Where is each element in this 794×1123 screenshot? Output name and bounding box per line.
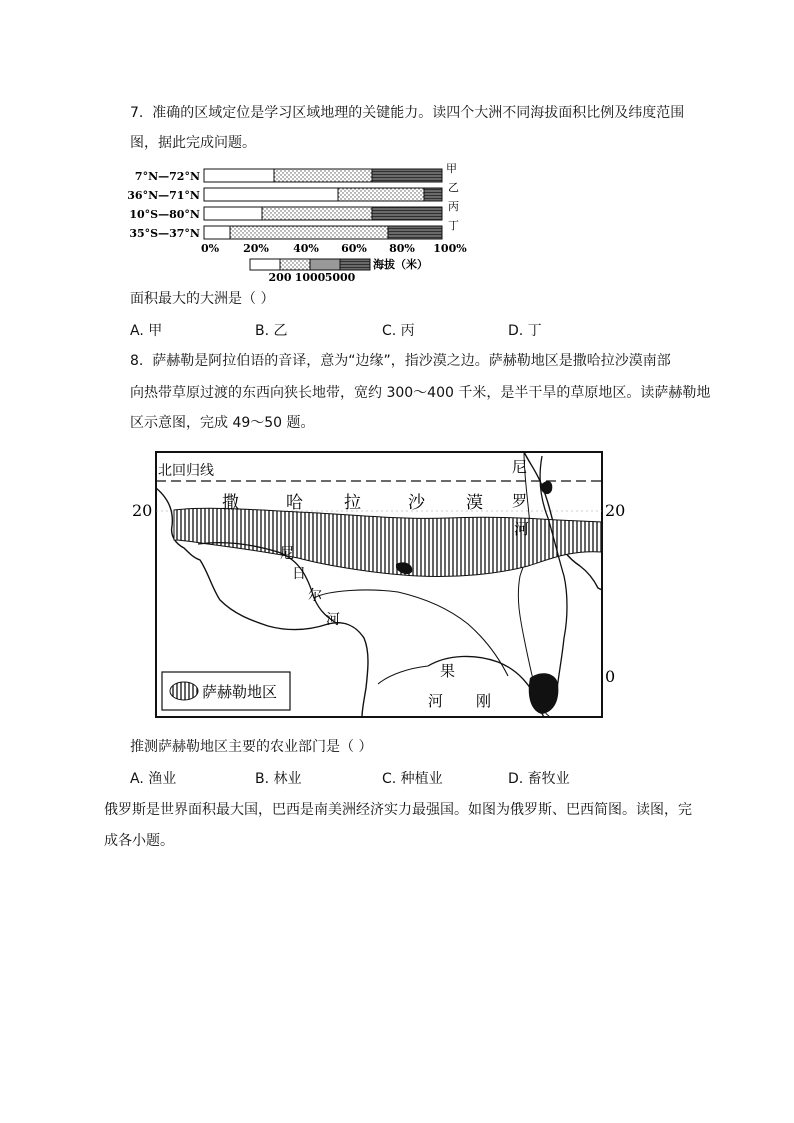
legend-tick-1000: 1000 xyxy=(294,271,326,284)
q7-option-d: D. 丁 xyxy=(508,323,542,339)
tropic-label: 北回归线 xyxy=(158,463,214,479)
congo-char-3: 刚 xyxy=(476,692,492,710)
q8-line-1 xyxy=(130,351,671,371)
sahel-map xyxy=(128,448,632,722)
sahara-char-4: 沙 xyxy=(408,493,425,513)
row-name-bing: 丙 xyxy=(448,200,459,213)
lat-20-right: 20 xyxy=(605,501,626,520)
q9-stem-2: 成各小题。 xyxy=(104,833,174,849)
x-tick-80: 80% xyxy=(389,242,415,255)
sahara-char-5: 漠 xyxy=(466,493,483,513)
q8-option-b: B. 林业 xyxy=(255,771,302,787)
bar-yi xyxy=(204,188,442,201)
niger-char-1: 尼 xyxy=(280,546,294,562)
x-tick-40: 40% xyxy=(293,242,319,255)
q8-number: 8. xyxy=(130,353,144,369)
q8-stem-2: 向热带草原过渡的东西向狭长地带，宽约 300～400 千米，是半干旱的草原地区。读萨赫勒地 xyxy=(130,385,711,401)
q8-stem-1: 萨赫勒是阿拉伯语的音译，意为“边缘”，指沙漠之边。萨赫勒地区是撒哈拉沙漠南部 xyxy=(152,353,671,369)
q8-option-c: C. 种植业 xyxy=(382,771,443,787)
q8-stem-3: 区示意图，完成 49～50 题。 xyxy=(130,415,315,431)
row-label-yi-range: 36°N—71°N xyxy=(127,189,200,202)
q7-stem-1: 准确的区域定位是学习区域地理的关键能力。读四个大洲不同海拔面积比例及纬度范围 xyxy=(152,105,685,121)
q7-option-a: A. 甲 xyxy=(130,323,163,339)
x-tick-0: 0% xyxy=(200,242,220,255)
altitude-chart xyxy=(120,158,480,284)
lat-0-label: 0 xyxy=(605,667,616,686)
sahara-char-3: 拉 xyxy=(344,493,361,513)
congo-char-2: 河 xyxy=(428,692,444,710)
x-tick-100: 100% xyxy=(433,242,467,255)
q8-option-d: D. 畜牧业 xyxy=(508,771,570,787)
legend-label: 萨赫勒地区 xyxy=(202,683,278,701)
altitude-legend xyxy=(250,257,428,284)
nile-char-3: 河 xyxy=(514,520,530,538)
q8-option-a: A. 渔业 xyxy=(130,771,177,787)
row-name-ding: 丁 xyxy=(448,219,459,232)
row-label-bing-range: 10°S—80°N xyxy=(129,208,200,221)
legend-tick-200: 200 xyxy=(268,271,292,284)
niger-char-2: 日 xyxy=(292,566,306,582)
row-name-jia: 甲 xyxy=(446,162,457,175)
sahara-char-2: 哈 xyxy=(286,493,303,513)
nile-char-2: 罗 xyxy=(512,492,528,510)
congo-char-1: 果 xyxy=(440,662,456,680)
q8-question: 推测萨赫勒地区主要的农业部门是（ ） xyxy=(130,739,373,755)
lat-20-left: 20 xyxy=(132,501,153,520)
q9-stem-1: 俄罗斯是世界面积最大国，巴西是南美洲经济实力最强国。如图为俄罗斯、巴西简图。读图，完 xyxy=(104,802,692,818)
niger-char-3: 尔 xyxy=(308,588,322,604)
row-label-ding-range: 35°S—37°N xyxy=(129,227,200,240)
q7-number: 7. xyxy=(130,105,144,121)
q7-stem-2: 图，据此完成问题。 xyxy=(130,135,256,151)
sahel-legend xyxy=(162,672,290,710)
q7-question: 面积最大的大洲是（ ） xyxy=(130,291,275,307)
x-tick-60: 60% xyxy=(341,242,367,255)
nile-char-1: 尼 xyxy=(512,458,528,476)
row-label-jia-range: 7°N—72°N xyxy=(134,170,200,183)
q7-option-c: C. 丙 xyxy=(382,323,415,339)
legend-title: 海拔（米） xyxy=(373,258,428,271)
q7-line-1 xyxy=(130,103,684,123)
q7-option-b: B. 乙 xyxy=(255,323,288,339)
sahara-char-1: 撒 xyxy=(222,493,239,513)
niger-char-4: 河 xyxy=(326,612,340,628)
x-tick-20: 20% xyxy=(243,242,269,255)
bar-bing xyxy=(204,207,442,220)
bar-jia xyxy=(204,169,442,182)
row-name-yi: 乙 xyxy=(448,181,459,194)
bar-ding xyxy=(204,226,442,239)
legend-tick-5000: 5000 xyxy=(324,271,356,284)
